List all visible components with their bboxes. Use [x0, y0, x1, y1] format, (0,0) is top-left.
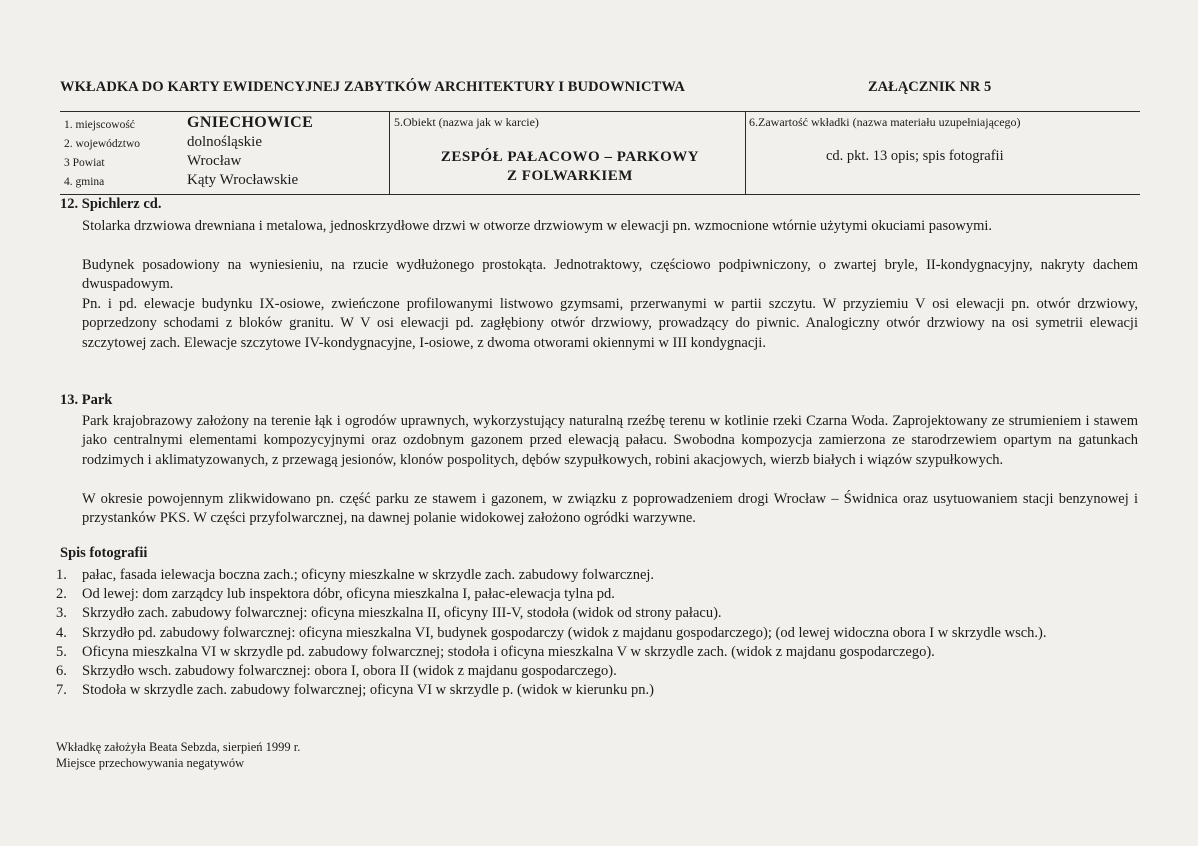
- footer-author: Wkładkę założyła Beata Sebzda, sierpień 1999 r.: [56, 740, 301, 754]
- location-label: 2. województwo: [64, 138, 141, 150]
- contents-value: cd. pkt. 13 opis; spis fotografii: [826, 148, 1004, 164]
- location-value: dolnośląskie: [187, 134, 262, 150]
- photos-heading: Spis fotografii: [60, 545, 148, 561]
- location-cell: [60, 114, 390, 190]
- document-title: WKŁADKA DO KARTY EWIDENCYJNEJ ZABYTKÓW ARCHITEKTURY I BUDOWNICTWA: [60, 79, 685, 95]
- list-item-text: pałac, fasada ielewacja boczna zach.; oficyny mieszkalne w skrzydle zach. zabudowy folwarcznej.: [82, 567, 655, 583]
- list-item-number: 3.: [56, 605, 67, 622]
- list-item: [56, 624, 1146, 643]
- list-item: [56, 566, 1146, 585]
- list-item-text: Skrzydło pd. zabudowy folwarcznej: oficyna mieszkalna VI, budynek gospodarczy (widok z majdanu gospodarczego); (od lewej widoczna obora I w skrzydle wsch.).: [82, 624, 1047, 641]
- list-item-number: 4.: [56, 624, 67, 641]
- photo-list: [56, 566, 1146, 700]
- list-item-number: 1.: [56, 567, 67, 583]
- section-12-paragraph: Budynek posadowiony na wyniesieniu, na rzucie wydłużonego prostokąta. Jednotraktowy, częściowo podpiwniczony, o zwartej bryle, II-kondygnacyjny, nakryty dachem dwuspadowym.: [82, 257, 1138, 293]
- list-item: [56, 643, 1146, 662]
- object-name-line2: Z FOLWARKIEM: [507, 168, 633, 184]
- table-top-rule: [60, 111, 1140, 112]
- table-bottom-rule: [60, 194, 1140, 195]
- list-item-number: 5.: [56, 643, 67, 660]
- object-name-line1: ZESPÓŁ PAŁACOWO – PARKOWY: [440, 149, 700, 165]
- location-label: 1. miejscowość: [64, 119, 135, 131]
- list-item-text: Oficyna mieszkalna VI w skrzydle pd. zabudowy folwarcznej; stodoła i oficyna mieszkalna V w skrzydle zach. (widok z majdanu gospodarczego).: [82, 643, 935, 660]
- section-13-paragraph: W okresie powojennym zlikwidowano pn. część parku ze stawem i gazonem, w związku z poprowadzeniem drogi Wrocław – Świdnica oraz usytuowaniem stacji benzynowej i przystanków PKS. W części przyfolwarcznej, na dawnej polanie widokowej założono ogródki warzywne.: [82, 491, 1138, 527]
- object-name: [390, 148, 750, 186]
- section-13-heading: 13. Park: [60, 392, 113, 408]
- location-row: [60, 114, 390, 133]
- location-label: 3 Powiat: [64, 157, 105, 169]
- list-item: [56, 662, 1146, 681]
- footer-negatives: Miejsce przechowywania negatywów: [56, 756, 245, 770]
- location-value: GNIECHOWICE: [187, 114, 314, 131]
- location-value: Wrocław: [187, 153, 242, 169]
- contents-label: 6.Zawartość wkładki (nazwa materiału uzupełniającego): [749, 115, 1021, 129]
- location-row: [60, 152, 390, 171]
- object-label: 5.Obiekt (nazwa jak w karcie): [394, 115, 539, 129]
- section-12-heading: 12. Spichlerz cd.: [60, 196, 162, 212]
- location-row: [60, 171, 390, 190]
- list-item-text: Skrzydło wsch. zabudowy folwarcznej: obora I, obora II (widok z majdanu gospodarczego).: [82, 663, 617, 680]
- list-item-text: Stodoła w skrzydle zach. zabudowy folwarcznej; oficyna VI w skrzydle p. (widok w kierunku pn.): [82, 682, 654, 699]
- list-item-text: Od lewej: dom zarządcy lub inspektora dóbr, oficyna mieszkalna I, pałac-elewacja tylna pd.: [82, 586, 615, 603]
- location-label: 4. gmina: [64, 176, 105, 188]
- location-row: [60, 133, 390, 152]
- section-13-paragraph: Park krajobrazowy założony na terenie łąk i ogrodów uprawnych, wykorzystujący naturalną rzeźbę terenu w kotlinie rzeki Czarna Woda. Zaprojektowany ze strumieniem i stawem jako centralnymi elementami kompozycyjnymi oraz ozdobnym gazonem przed elewacją pałacu. Swobodna kompozycja zamierzona ze starodrzewiem opartym na gatunkach rodzimych i aklimatyzowanych, z przewagą jesionów, klonów pospolitych, dębów szypułkowych, robini akacjowych, wierzb białych i wiązów szypułkowych.: [82, 413, 1138, 468]
- list-item: [56, 681, 1146, 700]
- attachment-number: ZAŁĄCZNIK NR 5: [868, 79, 992, 95]
- list-item-number: 7.: [56, 682, 67, 699]
- section-12-paragraph: Pn. i pd. elewacje budynku IX-osiowe, zwieńczone profilowanymi listwowo gzymsami, przerwanymi w partii szczytu. W przyziemiu V osi elewacji pn. otwór drzwiowy, poprzedzony schodami z bloków granitu. W V osi elewacji pd. zagłębiony otwór drzwiowy, prowadzący do piwnic. Analogiczny otwór drzwiowy na osi symetrii elewacji szczytowej zach. Elewacje szczytowe IV-kondygnacyjne, I-osiowe, z dwoma otworami okiennymi w III kondygnacji.: [82, 296, 1138, 351]
- section-12-paragraph: Stolarka drzwiowa drewniana i metalowa, jednoskrzydłowe drzwi w otworze drzwiowym w elewacji pn. wzmocnione wtórnie użytymi okuciami pasowymi.: [82, 218, 993, 234]
- list-item-number: 6.: [56, 663, 67, 680]
- list-item: [56, 585, 1146, 604]
- list-item-text: Skrzydło zach. zabudowy folwarcznej: oficyna mieszkalna II, oficyny III-V, stodoła (widok od strony pałacu).: [82, 605, 722, 622]
- list-item-number: 2.: [56, 586, 67, 603]
- list-item: [56, 604, 1146, 623]
- location-value: Kąty Wrocławskie: [187, 172, 299, 188]
